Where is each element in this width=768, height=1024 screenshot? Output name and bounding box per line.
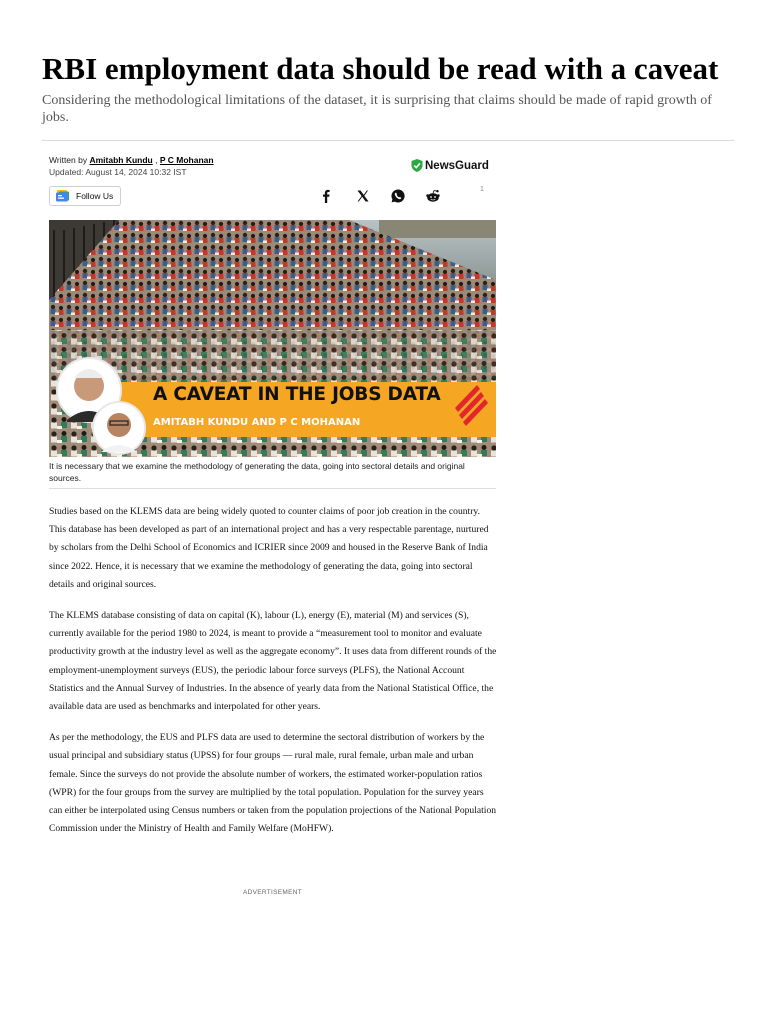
newsguard-label: NewsGuard	[425, 159, 489, 172]
follow-us-button[interactable]	[49, 186, 121, 206]
hero-image	[49, 220, 496, 457]
reddit-icon	[425, 188, 441, 204]
byline-prefix: Written by	[49, 155, 88, 165]
byline-separator: ,	[155, 155, 158, 165]
x-share-button[interactable]	[355, 188, 371, 204]
whatsapp-icon	[390, 188, 406, 204]
facebook-icon	[318, 188, 334, 204]
updated-timestamp: Updated: August 14, 2024 10:32 IST	[49, 167, 187, 177]
article-subheadline: Considering the methodological limitations of the dataset, it is surprising that claims should be made of rapid growth of jobs.	[42, 93, 712, 125]
article-paragraph: Studies based on the KLEMS data are being widely quoted to counter claims of poor job creation in the country. This database has been developed as part of an international project and has a very respectable parentage, nurtured by scholars from the Delhi School of Economics and ICRIER since 2009 and housed in the Reserve Bank of India since 2022. Hence, it is necessary that we examine the methodology of generating the data, going into sectoral details and original sources.	[49, 506, 489, 590]
google-news-icon	[56, 190, 70, 202]
follow-us-label: Follow Us	[76, 191, 114, 201]
image-caption: It is necessary that we examine the methodology of generating the data, going into sectoral details and original sources.	[49, 461, 465, 483]
caption-divider	[49, 488, 496, 489]
article-body	[49, 503, 497, 851]
whatsapp-share-button[interactable]	[390, 188, 406, 204]
advertisement-label: ADVERTISEMENT	[242, 889, 303, 896]
author-link-1[interactable]: Amitabh Kundu	[89, 155, 153, 165]
author-link-2[interactable]: P C Mohanan	[159, 155, 214, 165]
byline	[49, 154, 214, 178]
newsguard-badge[interactable]	[411, 159, 489, 172]
share-count: 1	[480, 186, 484, 193]
banner-title: A CAVEAT IN THE JOBS DATA	[153, 384, 441, 405]
header-divider	[42, 140, 734, 141]
x-icon	[355, 188, 371, 204]
article-headline: RBI employment data should be read with a caveat	[42, 51, 719, 86]
banner-subtitle: AMITABH KUNDU AND P C MOHANAN	[153, 417, 361, 428]
article-paragraph: As per the methodology, the EUS and PLFS data are used to determine the sectoral distribution of workers by the usual principal and subsidiary status (UPSS) for four groups — rural male, rural female, urban male and urban female. Since the surveys do not provide the absolute number of workers, the estimated worker-population ratios (WPR) for the four groups from the survey are multiplied by the total population. Population for the survey years can either be interpolated using Census numbers or taken from the population projections of the National Population Commission under the Ministry of Health and Family Welfare (MoHFW).	[49, 732, 497, 835]
article-paragraph: The KLEMS database consisting of data on capital (K), labour (L), energy (E), material (M) and services (S), currently available for the period 1980 to 2024, is meant to provide a “measurement tool to monitor and evaluate productivity growth at the industry level as well as the aggregate economy”. It uses data from different rounds of the employment-unemployment surveys (EUS), the periodic labour force surveys (PLFS), the National Account Statistics and the Annual Survey of Industries. In the absence of yearly data from the National Statistical Office, the available data are used as benchmarks and interpolated for other years.	[49, 610, 497, 713]
reddit-share-button[interactable]	[425, 188, 441, 204]
facebook-share-button[interactable]	[318, 188, 334, 204]
newsguard-shield-icon	[411, 159, 423, 172]
